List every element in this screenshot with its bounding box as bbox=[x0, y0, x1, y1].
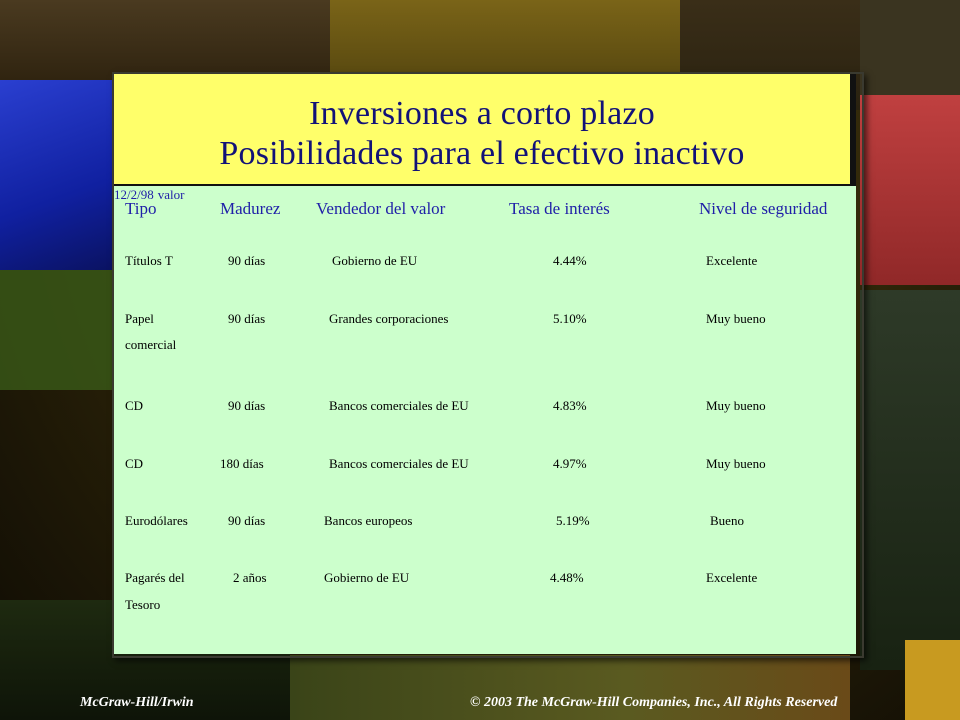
subheader-valor: valor bbox=[157, 187, 185, 202]
cell-madurez: 2 años bbox=[233, 570, 267, 585]
cell-nivel: Bueno bbox=[710, 513, 744, 528]
header-vendedor: Vendedor del valor bbox=[316, 199, 446, 218]
cell-nivel: Muy bueno bbox=[706, 311, 766, 326]
title-box bbox=[114, 74, 856, 188]
cell-madurez: 180 días bbox=[220, 456, 264, 471]
cell-tipo: Eurodólares bbox=[125, 513, 188, 528]
cell-tipo: Papel bbox=[125, 311, 154, 326]
cell-tipo: Pagarés del bbox=[125, 570, 185, 585]
cell-madurez: 90 días bbox=[228, 253, 266, 268]
footer-publisher: McGraw-Hill/Irwin bbox=[80, 695, 194, 710]
cell-tipo: CD bbox=[125, 398, 144, 413]
subheader-date: 12/2/98 bbox=[114, 187, 154, 202]
cell-nivel: Excelente bbox=[706, 570, 758, 585]
cell-tipo: Títulos T bbox=[125, 253, 173, 268]
cell-tipo-cont: Tesoro bbox=[125, 597, 161, 612]
header-madurez: Madurez bbox=[220, 199, 281, 218]
header-tasa: Tasa de interés bbox=[509, 199, 610, 218]
cell-nivel: Muy bueno bbox=[706, 456, 766, 471]
slide-subtitle: Posibilidades para el efectivo inactivo bbox=[219, 135, 745, 172]
header-tipo: Tipo bbox=[125, 199, 157, 218]
investments-table bbox=[114, 186, 856, 654]
cell-tasa: 4.44% bbox=[553, 253, 587, 268]
cell-tipo: CD bbox=[125, 456, 144, 471]
cell-vendedor: Gobierno de EU bbox=[332, 253, 418, 268]
cell-madurez: 90 días bbox=[228, 398, 266, 413]
slide-title: Inversiones a corto plazo bbox=[309, 95, 655, 132]
cell-tasa: 5.10% bbox=[553, 311, 587, 326]
cell-tasa: 4.97% bbox=[553, 456, 587, 471]
cell-vendedor: Gobierno de EU bbox=[324, 570, 410, 585]
footer-copyright: © 2003 The McGraw-Hill Companies, Inc., All Rights Reserved bbox=[470, 695, 838, 710]
cell-tasa: 4.48% bbox=[550, 570, 584, 585]
slide-content-frame bbox=[112, 72, 864, 658]
cell-madurez: 90 días bbox=[228, 311, 266, 326]
cell-tasa: 4.83% bbox=[553, 398, 587, 413]
cell-vendedor: Bancos europeos bbox=[324, 513, 413, 528]
cell-vendedor: Bancos comerciales de EU bbox=[329, 398, 469, 413]
cell-tasa: 5.19% bbox=[556, 513, 590, 528]
cell-nivel: Excelente bbox=[706, 253, 758, 268]
cell-vendedor: Bancos comerciales de EU bbox=[329, 456, 469, 471]
cell-nivel: Muy bueno bbox=[706, 398, 766, 413]
cell-madurez: 90 días bbox=[228, 513, 266, 528]
cell-vendedor: Grandes corporaciones bbox=[329, 311, 449, 326]
cell-tipo-cont: comercial bbox=[125, 337, 177, 352]
header-nivel: Nivel de seguridad bbox=[699, 199, 828, 218]
